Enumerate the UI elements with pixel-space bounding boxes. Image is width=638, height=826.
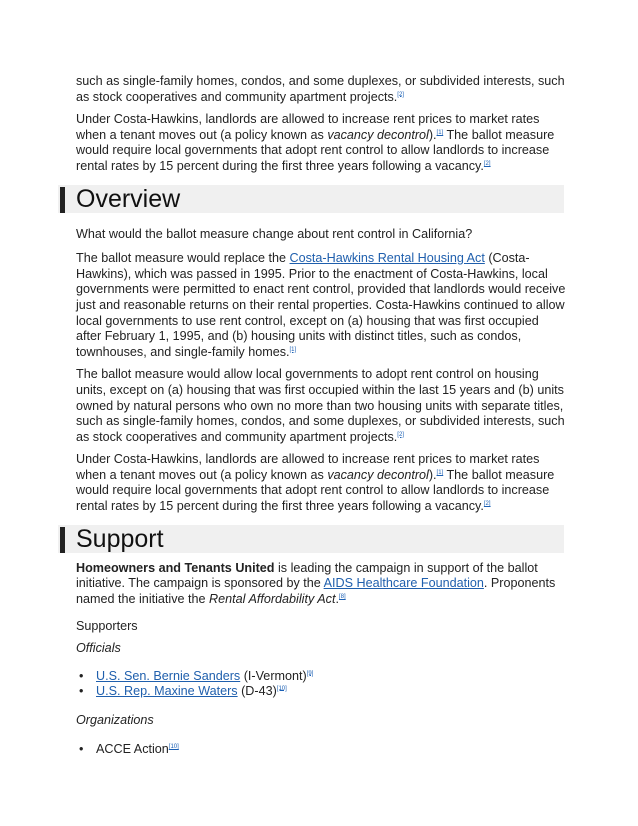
- heading-accent-bar: [60, 187, 65, 213]
- list-item: • U.S. Sen. Bernie Sanders (I-Vermont)[9]: [79, 668, 314, 683]
- heading-accent-bar: [60, 527, 65, 553]
- article-body: [76, 74, 566, 765]
- citation-link[interactable]: [8]: [338, 593, 346, 600]
- support-heading-text: Support: [76, 524, 164, 553]
- bernie-sanders-link[interactable]: U.S. Sen. Bernie Sanders: [96, 668, 241, 683]
- citation-link[interactable]: [2]: [483, 500, 491, 507]
- overview-heading-text: Overview: [76, 184, 181, 213]
- supporters-label: Supporters: [76, 619, 138, 634]
- support-paragraph: Homeowners and Tenants United is leading the campaign in support of the ballot initiative. The campaign is sponsored by the AIDS Healthcare Foundation. Proponents named the initiative the Rental Affordability Act.[8]: [76, 560, 556, 606]
- organizations-label: Organizations: [76, 712, 154, 727]
- officials-list: [76, 669, 566, 699]
- intro-paragraph-2: Under Costa-Hawkins, landlords are allowed to increase rent prices to market rates when a tenant moves out (a policy known as vacancy decontrol).[1] The ballot measure would require local governments that adopt rent control to allow landlords to increase rental rates by 15 percent during the first three years following a vacancy.[2]: [76, 112, 555, 173]
- citation-link[interactable]: [9]: [306, 670, 314, 677]
- bullet: •: [79, 668, 84, 683]
- citation-link[interactable]: [2]: [397, 431, 404, 438]
- citation-link[interactable]: [1]: [289, 346, 297, 353]
- support-heading: [58, 525, 564, 553]
- list-item: • ACCE Action[10]: [79, 742, 179, 757]
- citation-link[interactable]: [10]: [168, 744, 179, 751]
- aids-healthcare-foundation-link[interactable]: AIDS Healthcare Foundation: [323, 576, 484, 591]
- citation-link[interactable]: [2]: [483, 160, 491, 167]
- citation-link[interactable]: [1]: [436, 129, 444, 136]
- costa-hawkins-link[interactable]: Costa-Hawkins Rental Housing Act: [289, 251, 485, 266]
- overview-paragraph-3: Under Costa-Hawkins, landlords are allowed to increase rent prices to market rates when a tenant moves out (a policy known as vacancy decontrol).[1] The ballot measure would require local governments that adopt rent control to allow landlords to increase rental rates by 15 percent during the first three years following a vacancy.[2]: [76, 452, 555, 514]
- overview-heading: [58, 185, 564, 213]
- organizations-list: [76, 742, 566, 757]
- overview-paragraph-1: The ballot measure would replace the Costa-Hawkins Rental Housing Act (Costa-Hawkins), which was passed in 1995. Prior to the enactment of Costa-Hawkins, local governments were permitted to enact rent control, provided that landlords would receive just and reasonable returns on their rental properties. Costa-Hawkins continued to allow local governments to use rent control, except on (a) housing that was first occupied after February 1, 1995, and (b) housing units with distinct titles, such as condos, townhouses, and single-family homes.[1]: [76, 251, 566, 359]
- officials-label: Officials: [76, 641, 121, 656]
- bullet: •: [79, 742, 84, 757]
- list-item: • U.S. Rep. Maxine Waters (D-43)[10]: [79, 683, 287, 698]
- intro-paragraph-1: such as single-family homes, condos, and some duplexes, or subdivided interests, such as stock cooperatives and community apartment projects.[2]: [76, 74, 565, 104]
- bullet: •: [79, 683, 84, 698]
- overview-question: What would the ballot measure change about rent control in California?: [76, 226, 473, 241]
- maxine-waters-link[interactable]: U.S. Rep. Maxine Waters: [96, 683, 238, 698]
- citation-link[interactable]: [2]: [397, 91, 404, 98]
- citation-link[interactable]: [10]: [276, 685, 287, 692]
- overview-paragraph-2: The ballot measure would allow local governments to adopt rent control on housing units, except on (a) housing that was first occupied within the last 15 years and (b) units owned by natural persons who own no more than two housing units with separate titles, such as single-family homes, condos, and some duplexes, or subdivided interests, such as stock cooperatives and community apartment projects.[2]: [76, 367, 565, 444]
- citation-link[interactable]: [1]: [436, 469, 444, 476]
